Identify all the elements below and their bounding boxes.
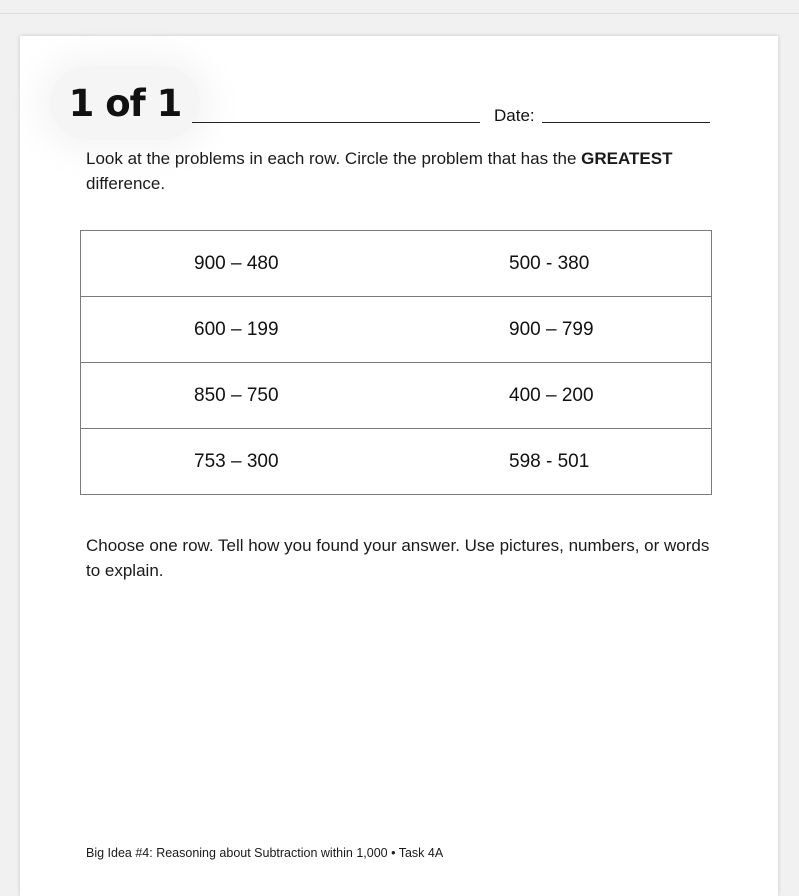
worksheet-page: [20, 36, 778, 896]
problems-table: [80, 230, 712, 495]
problem-text: 753 – 300: [194, 450, 279, 472]
date-label: Date:: [494, 106, 535, 125]
problem-row: [81, 363, 712, 429]
problem-row: [81, 231, 712, 297]
problem-cell-left[interactable]: [81, 363, 397, 429]
problem-cell-left[interactable]: [81, 429, 397, 495]
problem-cell-right[interactable]: [396, 297, 712, 363]
problem-text: 900 – 799: [509, 318, 594, 340]
page-footer: Big Idea #4: Reasoning about Subtraction within 1,000 • Task 4A: [86, 846, 444, 860]
page-counter: 1 of 1: [68, 81, 182, 125]
top-divider: [0, 13, 799, 14]
problem-cell-right[interactable]: [396, 429, 712, 495]
problem-text: 600 – 199: [194, 318, 279, 340]
explanation-prompt: Choose one row. Tell how you found your answer. Use pictures, numbers, or words to explain.: [86, 536, 710, 580]
problem-cell-left[interactable]: [81, 231, 397, 297]
problem-cell-right[interactable]: [396, 363, 712, 429]
instruction-suffix: difference.: [86, 174, 166, 193]
instruction-emphasis: GREATEST: [581, 149, 673, 168]
problem-text: 400 – 200: [509, 384, 594, 406]
date-blank-line: [542, 122, 710, 123]
problem-cell-left[interactable]: [81, 297, 397, 363]
instruction-text: [86, 146, 726, 196]
name-blank-line: [192, 122, 480, 123]
problem-row: [81, 429, 712, 495]
instruction-prefix: Look at the problems in each row. Circle the problem that has the: [86, 149, 582, 168]
problem-text: 598 - 501: [509, 450, 590, 472]
problem-row: [81, 297, 712, 363]
problem-cell-right[interactable]: [396, 231, 712, 297]
problem-text: 500 - 380: [509, 252, 590, 274]
page-counter-badge: [50, 66, 200, 140]
problem-text: 900 – 480: [194, 252, 279, 274]
problem-text: 850 – 750: [194, 384, 279, 406]
